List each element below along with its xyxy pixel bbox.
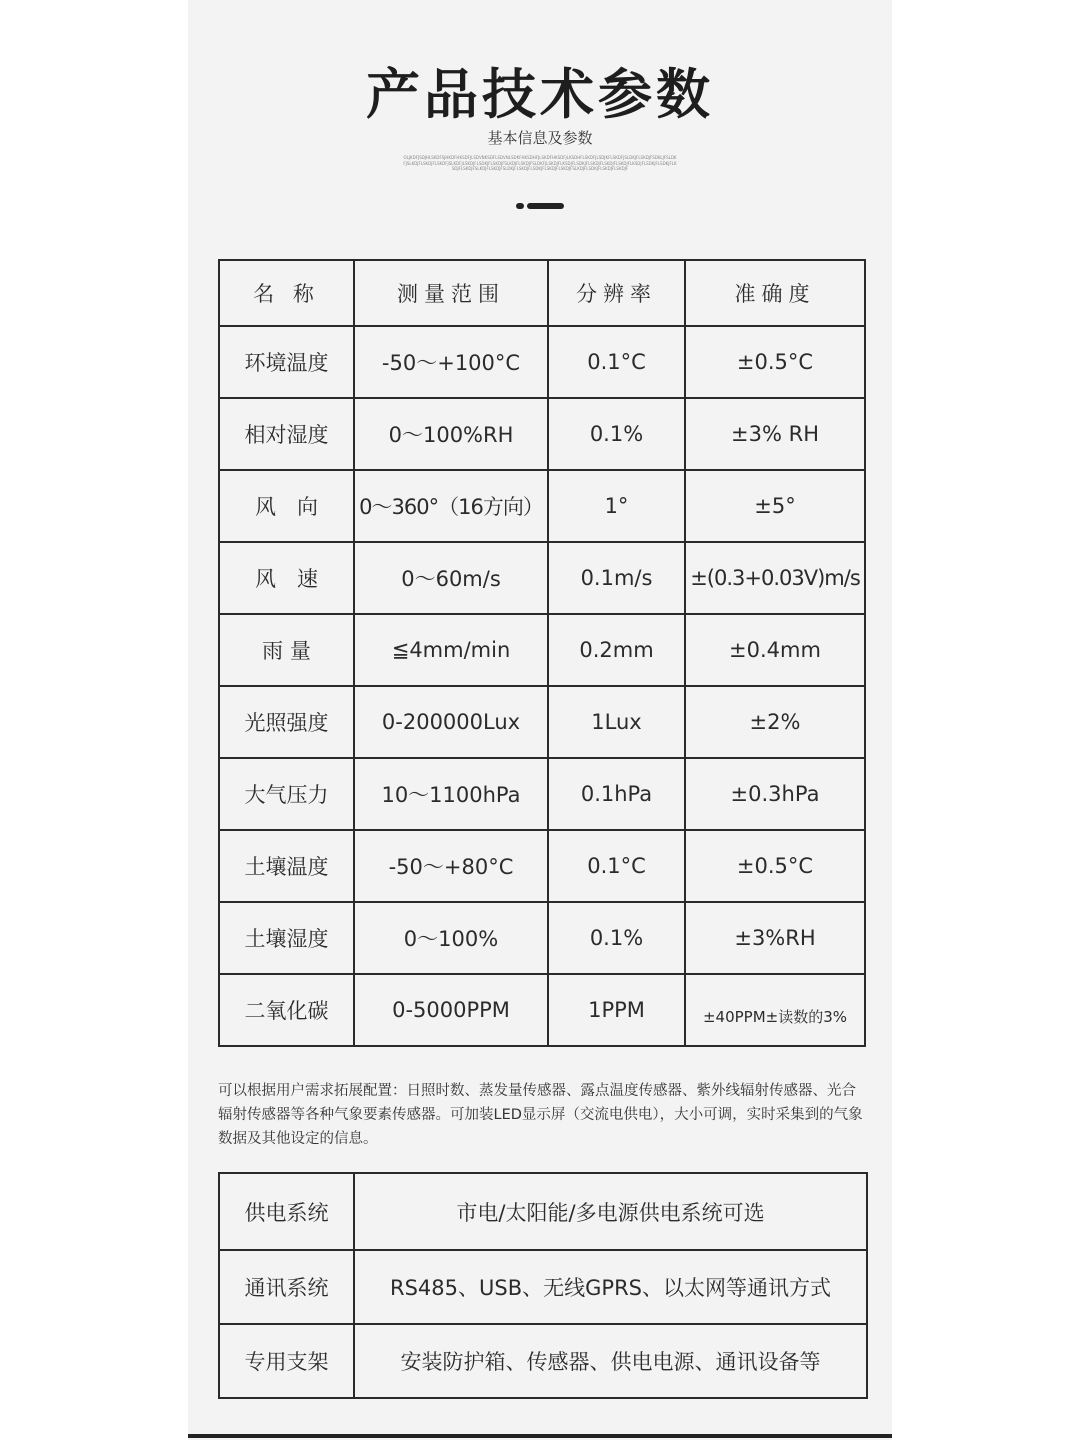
cell-name: 土壤湿度 bbox=[219, 902, 354, 974]
cell-range: ≦4mm/min bbox=[354, 614, 548, 686]
cell-resolution: 0.1m/s bbox=[548, 542, 685, 614]
cell-accuracy: ±5° bbox=[685, 470, 865, 542]
cell-range: 0～100%RH bbox=[354, 398, 548, 470]
cell-range: -50～+80°C bbox=[354, 830, 548, 902]
cell-range: 0-5000PPM bbox=[354, 974, 548, 1046]
extension-note: 可以根据用户需求拓展配置：日照时数、蒸发量传感器、露点温度传感器、紫外线辐射传感器、光合辐射传感器等各种气象要素传感器。可加装LED显示屏（交流电供电），大小可调，实时采集到的气象数据及其他设定的信息。 bbox=[218, 1083, 863, 1147]
spec-table bbox=[218, 259, 866, 1047]
table-row bbox=[219, 614, 865, 686]
cell-name: 大气压力 bbox=[219, 758, 354, 830]
table-row bbox=[219, 686, 865, 758]
cell-resolution: 1Lux bbox=[548, 686, 685, 758]
decorative-fineprint: OLJKDFJSDJHLSKDFSJHKDFHKSDFJLSDVNKSDFLSDVNLSDKFHKSDHFJLSKDFHKSDFJLKSDHFLSKDFJLSDJKFLSKDFJSLDKJFLSKDJFSDKLJFSLDKFJSLKDJFLSKDJFLSKDFJSLKDFJLSKDJFLSDKJFLSKDJFSLKDJFLSKDJFSLDKFJLSKDJFLKSDJFLSDKJFLSKDJFLSKDJFLSKDJFLKSDJFLSDKJFLSDKJFLKSDJFLSKDJFSLKDJFLSKDJFSLDKJFLSKDJFLSDKJFLSKDJFLSKDJFSLKDJFLSDKJFLSKDJFLSKDJF bbox=[403, 155, 677, 171]
cell-resolution: 0.1% bbox=[548, 902, 685, 974]
cell-range: 0～60m/s bbox=[354, 542, 548, 614]
table-row bbox=[219, 758, 865, 830]
cell-resolution: 0.1hPa bbox=[548, 758, 685, 830]
cell-accuracy: ±0.5°C bbox=[685, 326, 865, 398]
page-title: 产品技术参数 bbox=[366, 63, 714, 126]
table-row bbox=[219, 830, 865, 902]
cell-accuracy: ±(0.3+0.03V)m/s bbox=[685, 542, 865, 614]
cell-resolution: 1PPM bbox=[548, 974, 685, 1046]
header-name: 名 称 bbox=[219, 260, 354, 326]
divider-bar bbox=[527, 203, 564, 209]
cell-name: 雨 量 bbox=[219, 614, 354, 686]
cell-range: 0-200000Lux bbox=[354, 686, 548, 758]
page-subtitle: 基本信息及参数 bbox=[487, 129, 593, 147]
cell-resolution: 0.2mm bbox=[548, 614, 685, 686]
system-key: 专用支架 bbox=[219, 1324, 354, 1398]
cell-range: 0～100% bbox=[354, 902, 548, 974]
system-value: 安装防护箱、传感器、供电电源、通讯设备等 bbox=[354, 1324, 867, 1398]
cell-accuracy: ±3%RH bbox=[685, 902, 865, 974]
table-row bbox=[219, 542, 865, 614]
bottom-border bbox=[188, 1434, 892, 1438]
cell-name: 相对湿度 bbox=[219, 398, 354, 470]
cell-accuracy: ±40PPM±读数的3% bbox=[685, 974, 865, 1046]
system-table bbox=[218, 1172, 868, 1399]
table-row bbox=[219, 902, 865, 974]
content-panel bbox=[188, 0, 892, 1440]
table-row bbox=[219, 974, 865, 1046]
cell-name: 土壤温度 bbox=[219, 830, 354, 902]
cell-accuracy: ±0.4mm bbox=[685, 614, 865, 686]
cell-accuracy: ±0.5°C bbox=[685, 830, 865, 902]
cell-range: 10～1100hPa bbox=[354, 758, 548, 830]
table-row bbox=[219, 398, 865, 470]
cell-accuracy: ±3% RH bbox=[685, 398, 865, 470]
cell-resolution: 0.1°C bbox=[548, 326, 685, 398]
table-row bbox=[219, 1173, 867, 1250]
divider-decoration bbox=[516, 203, 564, 209]
cell-accuracy: ±0.3hPa bbox=[685, 758, 865, 830]
table-row bbox=[219, 1324, 867, 1398]
header-range: 测量范围 bbox=[354, 260, 548, 326]
system-value: 市电/太阳能/多电源供电系统可选 bbox=[354, 1173, 867, 1250]
cell-name: 风 向 bbox=[219, 470, 354, 542]
cell-resolution: 0.1% bbox=[548, 398, 685, 470]
spec-table-header bbox=[219, 260, 865, 326]
cell-resolution: 1° bbox=[548, 470, 685, 542]
table-row bbox=[219, 326, 865, 398]
table-row bbox=[219, 470, 865, 542]
cell-range: 0～360°（16方向） bbox=[354, 470, 548, 542]
cell-name: 二氧化碳 bbox=[219, 974, 354, 1046]
table-row bbox=[219, 1250, 867, 1324]
cell-name: 光照强度 bbox=[219, 686, 354, 758]
cell-resolution: 0.1°C bbox=[548, 830, 685, 902]
cell-name: 环境温度 bbox=[219, 326, 354, 398]
divider-dot bbox=[516, 203, 524, 209]
system-value: RS485、USB、无线GPRS、以太网等通讯方式 bbox=[354, 1250, 867, 1324]
cell-accuracy: ±2% bbox=[685, 686, 865, 758]
cell-name: 风 速 bbox=[219, 542, 354, 614]
system-key: 供电系统 bbox=[219, 1173, 354, 1250]
header-accuracy: 准确度 bbox=[685, 260, 865, 326]
cell-range: -50～+100°C bbox=[354, 326, 548, 398]
system-key: 通讯系统 bbox=[219, 1250, 354, 1324]
header-resolution: 分辨率 bbox=[548, 260, 685, 326]
